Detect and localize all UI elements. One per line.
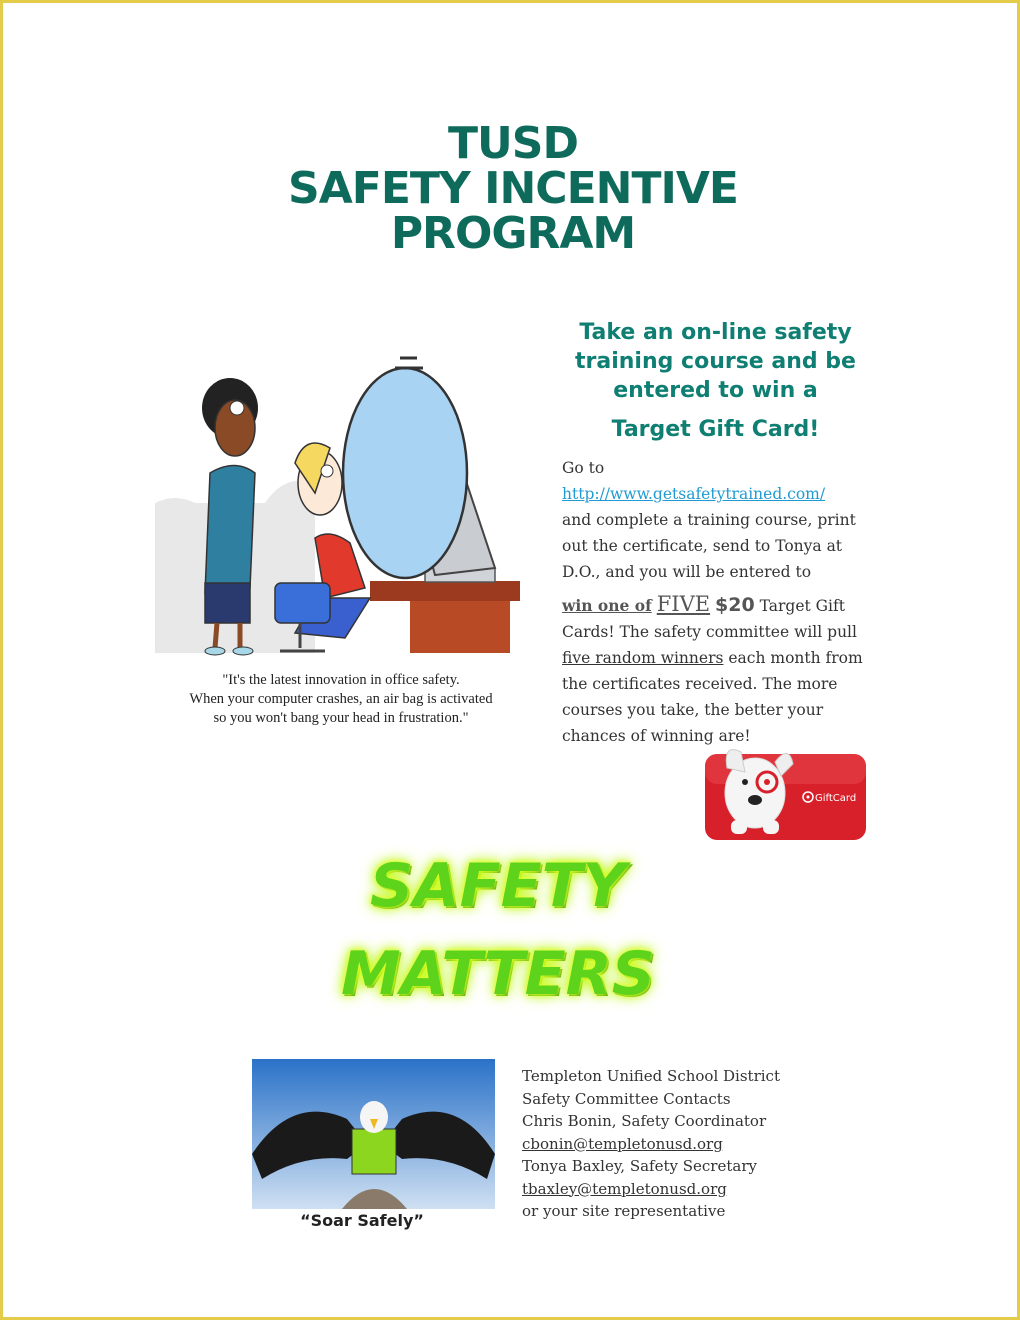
five-random-winners: five random winners: [562, 649, 724, 667]
body-line-10: chances of winning are!: [562, 727, 751, 745]
twenty-dollars: $20: [715, 594, 755, 616]
win-one-of: win one of: [562, 596, 652, 615]
caption-line-1: "It's the latest innovation in office safety.: [222, 672, 460, 688]
matters-heading: MATTERS: [340, 939, 656, 1009]
headline-line-4: Target Gift Card!: [611, 417, 820, 442]
eagle-image: [252, 1059, 495, 1209]
body-line-6: Cards! The safety committee will pull: [562, 623, 857, 641]
contacts-line-2: Safety Committee Contacts: [522, 1089, 731, 1108]
email-link-tbaxley[interactable]: tbaxley@templetonusd.org: [522, 1179, 727, 1198]
caption-line-2: When your computer crashes, an air bag is activated: [189, 691, 493, 707]
title-line-2: SAFETY INCENTIVE: [288, 163, 738, 214]
email-link-cbonin[interactable]: cbonin@templetonusd.org: [522, 1134, 723, 1153]
target-gift-text: Target Gift: [759, 597, 845, 615]
contacts-line-3: Chris Bonin, Safety Coordinator: [522, 1112, 767, 1130]
headline: [563, 318, 868, 444]
office-airbag-cartoon: [155, 353, 527, 658]
contacts-line-5: Tonya Baxley, Safety Secretary: [522, 1157, 757, 1175]
go-to-text: Go to: [562, 459, 605, 477]
contacts-line-7: or your site representative: [522, 1202, 726, 1220]
body-line-2: and complete a training course, print: [562, 511, 856, 529]
each-month-text: each month from: [728, 649, 863, 667]
target-gift-card-image: [703, 738, 868, 843]
title-line-1: TUSD: [448, 118, 578, 169]
eagle-caption: “Soar Safely”: [300, 1211, 424, 1230]
page-title: [3, 118, 1020, 259]
instructions: [562, 455, 872, 749]
body-line-9: courses you take, the better your: [562, 701, 824, 719]
body-line-8: the certificates received. The more: [562, 675, 838, 693]
training-link[interactable]: http://www.getsafetytrained.com/: [562, 485, 826, 503]
body-line-3: out the certificate, send to Tonya at: [562, 537, 843, 555]
contacts-line-1: Templeton Unified School District: [522, 1067, 780, 1085]
safety-heading: SAFETY: [370, 851, 626, 921]
contacts-block: [522, 1065, 852, 1223]
headline-line-1: Take an on-line safety: [579, 320, 852, 345]
title-line-3: PROGRAM: [390, 208, 636, 259]
headline-line-3: entered to win a: [613, 378, 818, 403]
headline-line-2: training course and be: [575, 349, 856, 374]
body-line-4: D.O., and you will be entered to: [562, 563, 812, 581]
caption-line-3: so you won't bang your head in frustration.": [213, 710, 469, 726]
gift-card-label: GiftCard: [815, 793, 857, 804]
cartoon-caption: [155, 671, 527, 728]
five-text: FIVE: [656, 592, 711, 616]
